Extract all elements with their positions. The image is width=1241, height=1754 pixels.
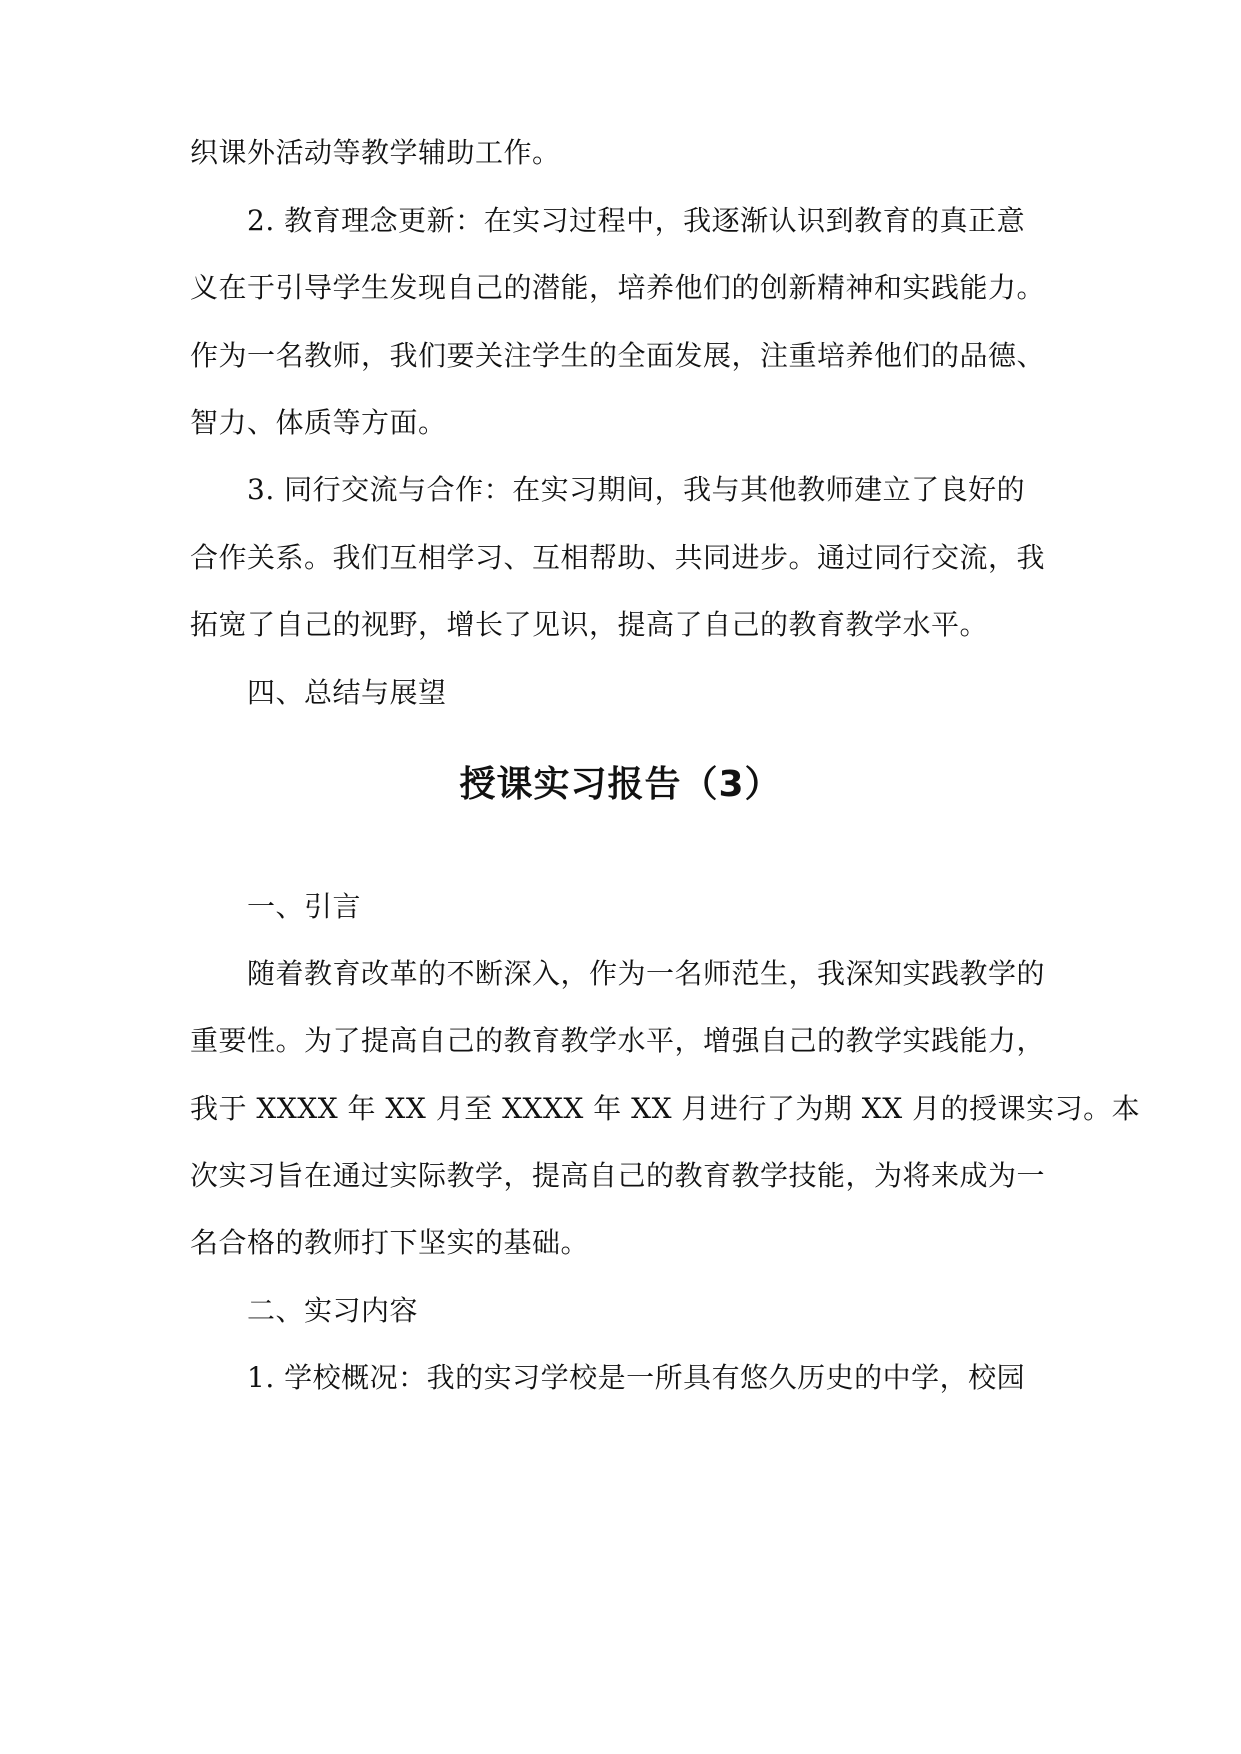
text-line: 重要性。为了提高自己的教育教学水平，增强自己的教学实践能力，	[190, 1024, 1046, 1057]
text-line: 2. 教育理念更新：在实习过程中，我逐渐认识到教育的真正意	[247, 204, 1026, 237]
text-line: 拓宽了自己的视野，增长了见识，提高了自己的教育教学水平。	[190, 608, 989, 641]
text-line: 随着教育改革的不断深入，作为一名师范生，我深知实践教学的	[247, 957, 1046, 990]
text-line: 织课外活动等教学辅助工作。	[190, 136, 561, 169]
text-line: 名合格的教师打下坚实的基础。	[190, 1226, 590, 1259]
text-line: 我于 XXXX 年 XX 月至 XXXX 年 XX 月进行了为期 XX 月的授课实习。本	[190, 1092, 1141, 1125]
text-line: 次实习旨在通过实际教学，提高自己的教育教学技能，为将来成为一	[190, 1159, 1046, 1192]
text-line: 合作关系。我们互相学习、互相帮助、共同进步。通过同行交流，我	[190, 541, 1046, 574]
text-line: 智力、体质等方面。	[190, 406, 447, 439]
report-title: 授课实习报告（3）	[459, 764, 782, 805]
text-line: 1. 学校概况：我的实习学校是一所具有悠久历史的中学，校园	[247, 1361, 1026, 1394]
section-heading: 一、引言	[247, 890, 362, 923]
section-heading: 四、总结与展望	[247, 676, 447, 709]
section-heading: 二、实习内容	[247, 1294, 419, 1327]
text-line: 义在于引导学生发现自己的潜能，培养他们的创新精神和实践能力。	[190, 271, 1046, 304]
text-line: 作为一名教师，我们要关注学生的全面发展，注重培养他们的品德、	[190, 339, 1046, 372]
text-line: 3. 同行交流与合作：在实习期间，我与其他教师建立了良好的	[247, 473, 1026, 506]
